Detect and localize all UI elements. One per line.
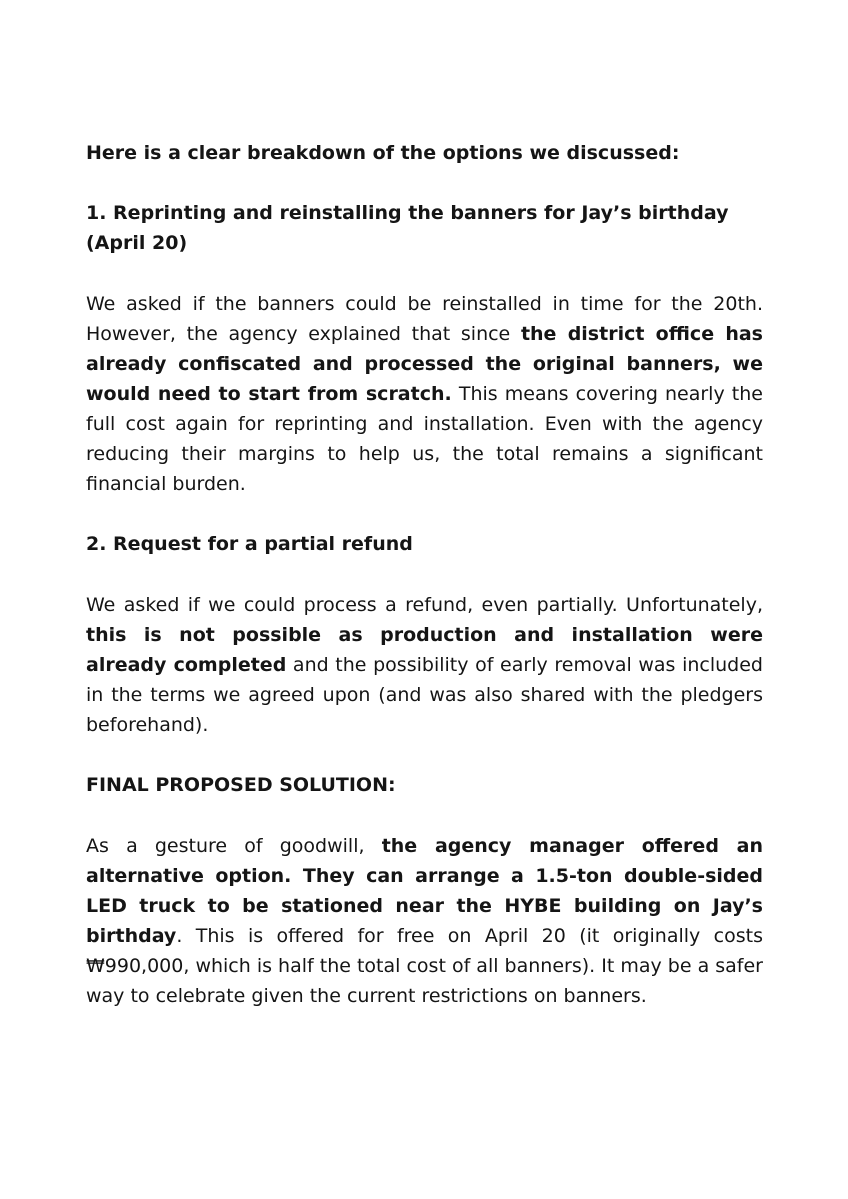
option2-rest-text: and the possibility of early removal was included in the terms we agreed upon (and was also shared with the pledgers beforehand). [86,654,763,736]
final-heading: FINAL PROPOSED SOLUTION: [86,774,396,796]
option2-text: We asked if we could process a refund, even partially. Unfortunately, [86,594,763,616]
option2-heading: 2. Request for a partial refund [86,533,413,555]
option2-paragraph [86,590,763,740]
final-text: As a gesture of goodwill, [86,835,382,857]
final-bold-text: the agency manager offered an alternative option. They can arrange a 1.5-ton double-sided LED truck to be stationed near the HYBE building on Jay’s birthday [86,835,764,947]
final-rest-text: . This is offered for free on April 20 (it originally costs ₩990,000, which is half the total cost of all banners). It may be a safer way to celebrate given the current restrictions on banners. [86,925,763,1007]
intro-heading: Here is a clear breakdown of the options we discussed: [86,142,680,164]
final-paragraph [86,831,763,1011]
option1-paragraph [86,289,763,499]
option1-text: We asked if the banners could be reinstalled in time for the 20th. However, the agency explained that since [86,293,763,345]
option1-heading: 1. Reprinting and reinstalling the banners for Jay’s birthday (April 20) [86,202,729,254]
document-body [86,138,763,1011]
option1-rest-text: This means covering nearly the full cost again for reprinting and installation. Even with the agency reducing their margins to help us, the total remains a significant financial burden. [86,383,763,495]
option2-bold-text: this is not possible as production and installation were already completed [86,624,763,676]
option1-bold-text: the district office has already confiscated and processed the original banners, we would need to start from scratch. [86,323,763,405]
